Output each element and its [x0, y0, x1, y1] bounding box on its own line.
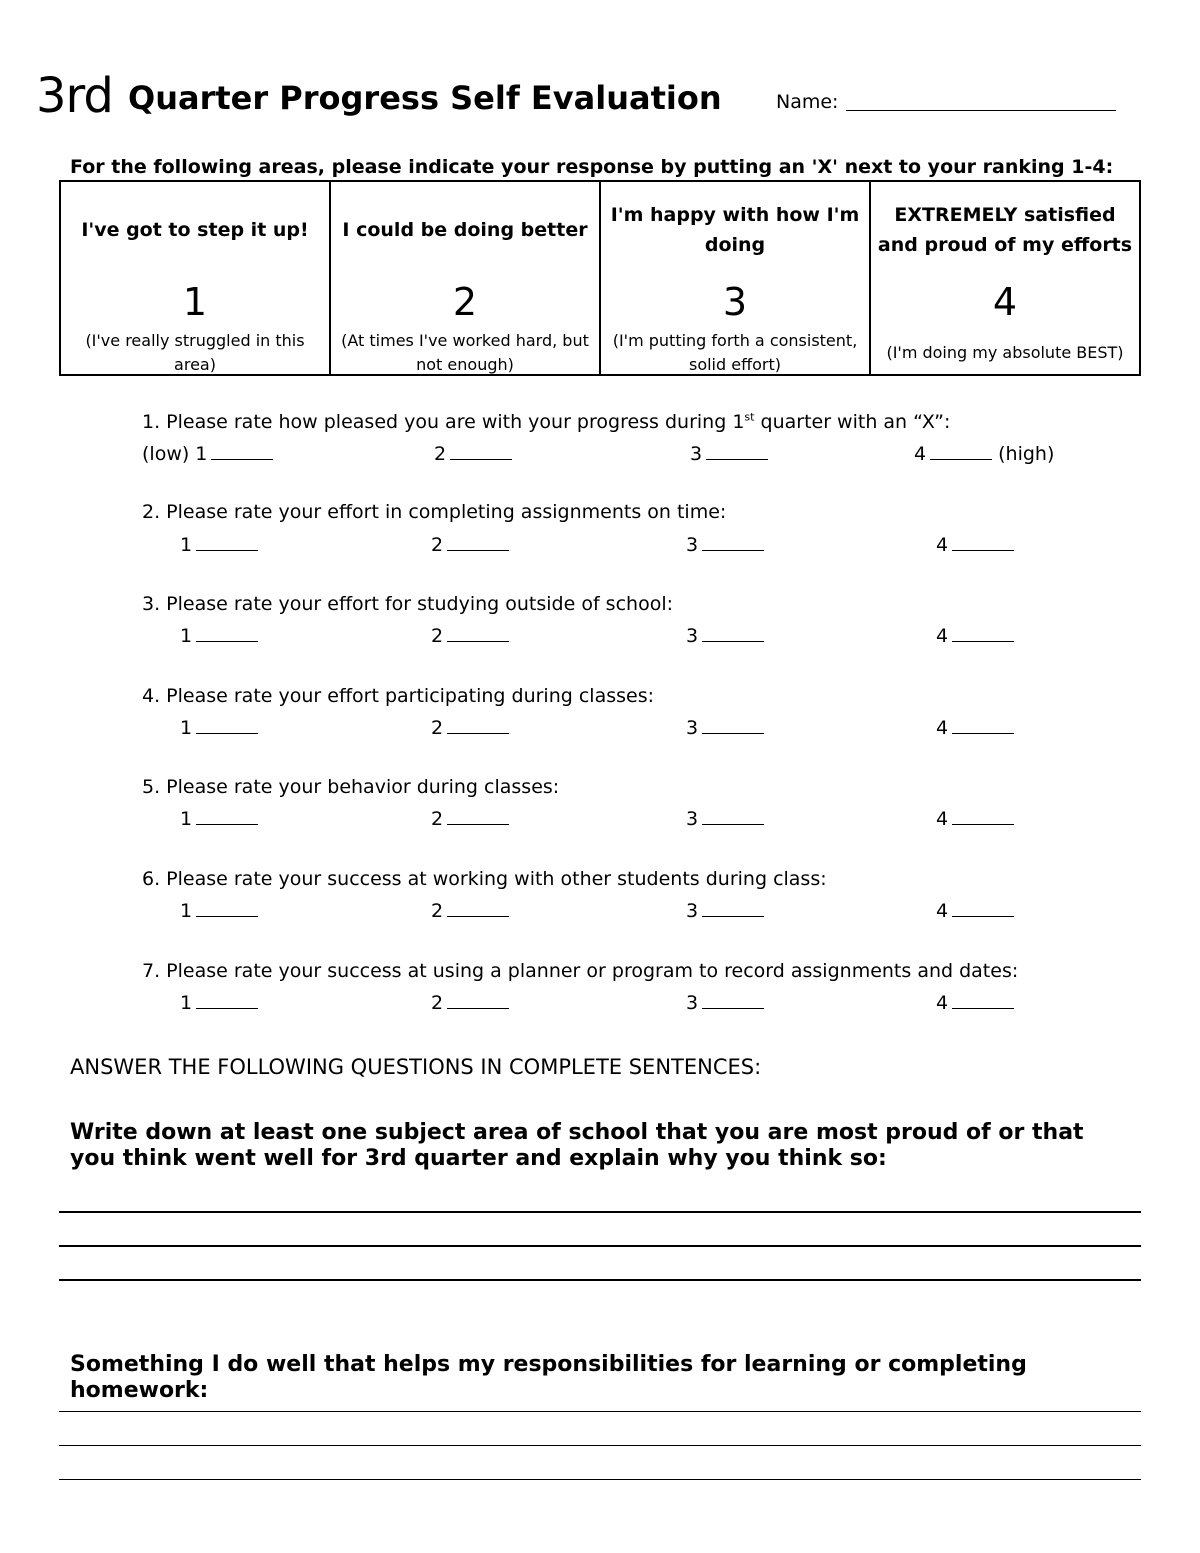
option-label: 4	[936, 900, 949, 922]
question-6-text: 6. Please rate your success at working with other students during class:	[142, 868, 827, 890]
scale-description: (At times I've worked hard, but not enough)	[341, 331, 589, 374]
question-5-option-1[interactable]	[180, 806, 258, 831]
question-text-part: 1. Please rate how pleased you are with your progress during 1	[142, 411, 745, 433]
question-7-option-4[interactable]	[936, 990, 1014, 1015]
answer-line[interactable]	[59, 1245, 1141, 1247]
answer-blank[interactable]	[952, 623, 1014, 642]
question-1-text	[142, 410, 950, 434]
question-3-option-1[interactable]	[180, 623, 258, 648]
answer-blank[interactable]	[447, 806, 509, 825]
scale-heading: I've got to step it up!	[81, 219, 309, 241]
question-text-part: quarter with an “X”:	[754, 411, 951, 433]
question-5-option-2[interactable]	[431, 806, 509, 831]
option-label: 1	[180, 625, 193, 647]
scale-cell-3	[601, 182, 871, 374]
option-label: 2	[431, 625, 444, 647]
answer-blank[interactable]	[196, 623, 258, 642]
scale-description: (I've really struggled in this area)	[85, 331, 305, 374]
option-label: 4	[936, 992, 949, 1014]
answer-section-heading: ANSWER THE FOLLOWING QUESTIONS IN COMPLETE SENTENCES:	[70, 1055, 762, 1079]
answer-blank[interactable]	[450, 441, 512, 460]
question-3-text: 3. Please rate your effort for studying outside of school:	[142, 593, 673, 615]
scale-cell-4	[871, 182, 1139, 374]
answer-line[interactable]	[59, 1411, 1141, 1412]
option-label: 1	[180, 992, 193, 1014]
question-1-option-4[interactable]	[914, 441, 1054, 466]
name-label: Name:	[776, 91, 839, 113]
answer-line[interactable]	[59, 1445, 1141, 1446]
scale-number: 4	[992, 280, 1018, 324]
option-label: 1	[180, 900, 193, 922]
option-label: 1	[180, 534, 193, 556]
rating-scale-table	[59, 180, 1141, 376]
option-label: 3	[686, 534, 699, 556]
option-label: 2	[434, 443, 447, 465]
answer-blank[interactable]	[952, 806, 1014, 825]
name-field[interactable]	[846, 110, 1116, 111]
answer-blank[interactable]	[702, 623, 764, 642]
answer-blank[interactable]	[196, 990, 258, 1009]
question-6-option-3[interactable]	[686, 898, 764, 923]
prompt-1: Write down at least one subject area of school that you are most proud of or that you think went well for 3rd quarter and explain why you think so:	[70, 1120, 1084, 1171]
answer-blank[interactable]	[702, 532, 764, 551]
option-label: 3	[686, 992, 699, 1014]
option-label: 4	[936, 625, 949, 647]
question-4-text: 4. Please rate your effort participating during classes:	[142, 685, 654, 707]
question-4-option-2[interactable]	[431, 715, 509, 740]
prompt-2: Something I do well that helps my responsibilities for learning or completing homework:	[70, 1352, 1027, 1403]
option-label: 3	[690, 443, 703, 465]
scale-description: (I'm putting forth a consistent, solid effort)	[612, 331, 858, 374]
option-label: 1	[180, 717, 193, 739]
answer-blank[interactable]	[952, 532, 1014, 551]
high-label: (high)	[998, 443, 1055, 465]
question-superscript: st	[744, 410, 755, 424]
question-7-option-2[interactable]	[431, 990, 509, 1015]
question-7-option-3[interactable]	[686, 990, 764, 1015]
option-label: 4	[936, 717, 949, 739]
option-label: 1	[180, 808, 193, 830]
question-4-option-1[interactable]	[180, 715, 258, 740]
question-1-option-1[interactable]	[142, 441, 273, 466]
option-label: 3	[686, 808, 699, 830]
question-5-option-4[interactable]	[936, 806, 1014, 831]
answer-blank[interactable]	[211, 441, 273, 460]
scale-heading: I could be doing better	[342, 219, 588, 241]
question-2-option-4[interactable]	[936, 532, 1014, 557]
question-2-text: 2. Please rate your effort in completing assignments on time:	[142, 501, 727, 523]
option-label: 3	[686, 717, 699, 739]
question-6-option-4[interactable]	[936, 898, 1014, 923]
answer-blank[interactable]	[952, 715, 1014, 734]
option-label: 3	[686, 625, 699, 647]
answer-blank[interactable]	[952, 898, 1014, 917]
option-label: 4	[936, 534, 949, 556]
question-3-option-2[interactable]	[431, 623, 509, 648]
question-2-option-2[interactable]	[431, 532, 509, 557]
question-5-text: 5. Please rate your behavior during classes:	[142, 776, 560, 798]
answer-blank[interactable]	[702, 715, 764, 734]
option-label: 2	[431, 992, 444, 1014]
scale-number: 2	[452, 280, 478, 324]
answer-blank[interactable]	[706, 441, 768, 460]
answer-blank[interactable]	[447, 532, 509, 551]
answer-blank[interactable]	[196, 532, 258, 551]
scale-number: 1	[182, 280, 208, 324]
answer-blank[interactable]	[702, 898, 764, 917]
question-1-option-2[interactable]	[434, 441, 512, 466]
answer-blank[interactable]	[447, 715, 509, 734]
question-1-option-3[interactable]	[690, 441, 768, 466]
title-ordinal: 3rd	[36, 68, 113, 124]
answer-blank[interactable]	[196, 715, 258, 734]
answer-blank[interactable]	[702, 806, 764, 825]
option-label: 2	[431, 808, 444, 830]
page-title: Quarter Progress Self Evaluation	[128, 79, 722, 117]
answer-blank[interactable]	[952, 990, 1014, 1009]
scale-cell-1	[61, 182, 331, 374]
question-6-option-1[interactable]	[180, 898, 258, 923]
option-label: 2	[431, 717, 444, 739]
scale-heading: EXTREMELY satisfied and proud of my efforts	[877, 204, 1133, 256]
answer-line[interactable]	[59, 1479, 1141, 1480]
answer-blank[interactable]	[930, 441, 992, 460]
option-label: (low) 1	[142, 443, 208, 465]
answer-blank[interactable]	[447, 623, 509, 642]
question-4-option-4[interactable]	[936, 715, 1014, 740]
scale-heading: I'm happy with how I'm doing	[610, 204, 860, 256]
question-7-option-1[interactable]	[180, 990, 258, 1015]
question-6-option-2[interactable]	[431, 898, 509, 923]
scale-description: (I'm doing my absolute BEST)	[886, 343, 1124, 362]
question-5-option-3[interactable]	[686, 806, 764, 831]
answer-blank[interactable]	[702, 990, 764, 1009]
option-label: 4	[914, 443, 927, 465]
answer-blank[interactable]	[447, 898, 509, 917]
answer-blank[interactable]	[196, 806, 258, 825]
question-7-text: 7. Please rate your success at using a planner or program to record assignments and dates:	[142, 960, 1019, 982]
answer-blank[interactable]	[447, 990, 509, 1009]
question-2-option-3[interactable]	[686, 532, 764, 557]
answer-line[interactable]	[59, 1211, 1141, 1213]
answer-blank[interactable]	[196, 898, 258, 917]
question-2-option-1[interactable]	[180, 532, 258, 557]
option-label: 4	[936, 808, 949, 830]
scale-number: 3	[722, 280, 748, 324]
option-label: 2	[431, 534, 444, 556]
option-label: 2	[431, 900, 444, 922]
question-3-option-3[interactable]	[686, 623, 764, 648]
scale-cell-2	[331, 182, 601, 374]
option-label: 3	[686, 900, 699, 922]
instructions: For the following areas, please indicate your response by putting an 'X' next to your ranking 1-4:	[70, 156, 1114, 178]
question-3-option-4[interactable]	[936, 623, 1014, 648]
answer-line[interactable]	[59, 1279, 1141, 1281]
question-4-option-3[interactable]	[686, 715, 764, 740]
